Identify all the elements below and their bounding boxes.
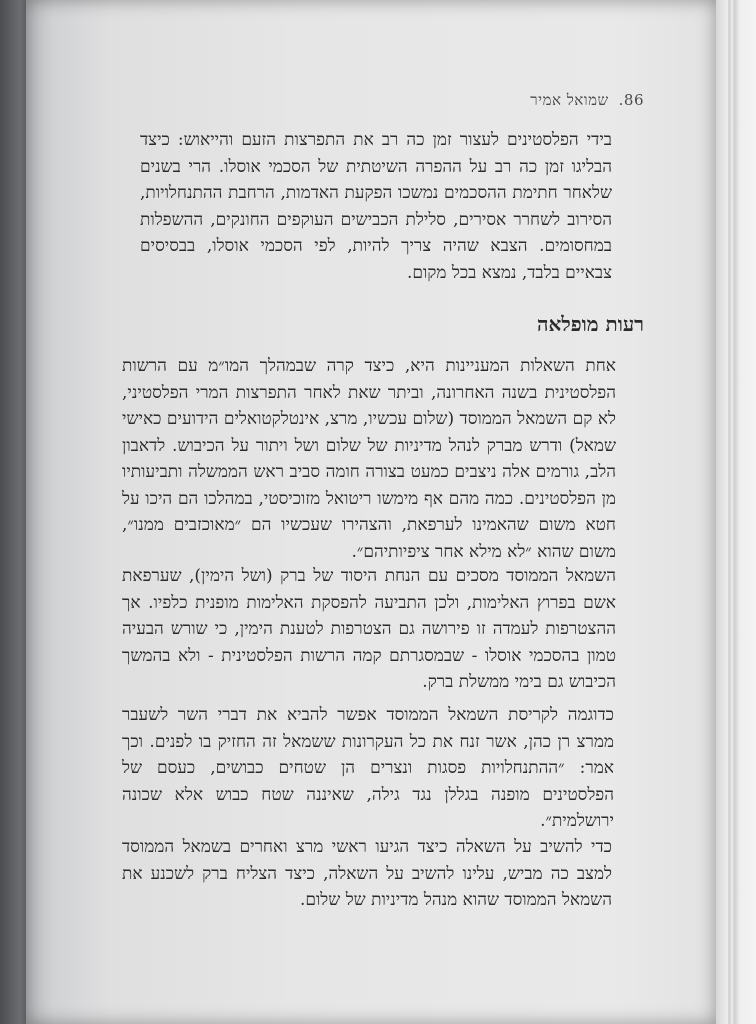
section-heading: רעות מופלאה: [537, 312, 644, 336]
paragraph-4: כדוגמה לקריסת השמאל הממוסד אפשר להביא את דברי השר לשעבר ממרצ רן כהן, אשר זנח את כל העקרונות ששמאל זה החזיק בו לפנים. וכך אמר: ״ההתנחלויות פסגות ונצרים הן שטחים כבושים, כעסם של הפלסטינים מופנה בגללן נגד גילה, שאיננה שטח כבוש אלא שכונה ירושלמית״.: [122, 705, 614, 831]
paragraph-3: השמאל הממוסד מסכים עם הנחת היסוד של ברק (ושל הימין), שערפאת אשם בפרוץ האלימות, ולכן התביעה להפסקת האלימות מופנית כלפיו. אך ההצטרפות לעמדה זו פירושה גם הצטרפות לטענת הימין, כי שורש הבעיה טמון בהסכמי אוסלו - שבמסגרתם קמה הרשות הפלסטינית - ולא בהמשך הכיבוש גם בימי ממשלת ברק.: [122, 566, 616, 692]
page-number: 86.: [618, 91, 644, 109]
running-header: [530, 91, 644, 110]
paragraph-1: בידי הפלסטינים לעצור זמן כה רב את התפרצות הזעם והייאוש: כיצד הבליגו זמן כה רב על ההפרה השיטתית של הסכמי אוסלו. הרי בשנים שלאחר חתימת ההסכמים נמשכו הפקעת האדמות, הרחבת ההתנחלויות, הסירוב לשחרר אסירים, סלילת הכבישים העוקפים החונקים, ההשפלות במחסומים. הצבא שהיה צריך להיות, לפי הסכמי אוסלו, בבסיסים צבאיים בלבד, נמצא בכל מקום.: [140, 130, 612, 283]
paragraph-2: אחת השאלות המעניינות היא, כיצד קרה שבמהלך המו״מ עם הרשות הפלסטינית בשנה האחרונה, וביתר שאת לאחר התפרצות המרי הפלסטיני, לא קם השמאל הממוסד (שלום עכשיו, מרצ, אינטלקטואלים הידועים כאישי שמאל) ודרש מברק לנהל מדיניות של שלום ושל ויתור על הכיבוש. לדאבון הלב, גורמים אלה ניצבים כמעט בצורה חומה סביב ראש הממשלה ותביעותיו מן הפלסטינים. כמה מהם אף מימשו ריטואל מזוכיסטי, במהלכו הם היכו על חטא משום שהאמינו לערפאת, והצהירו שעכשיו הם ״מאוכזבים ממנו״, משום שהוא ״לא מילא אחר ציפיותיהם״.: [122, 356, 617, 562]
running-header-author: שמואל אמיר: [530, 91, 609, 109]
paragraph-5: כדי להשיב על השאלה כיצד הגיעו ראשי מרצ ואחרים בשמאל הממוסד למצב כה מביש, עלינו להשיב על השאלה, כיצד הצליח ברק לשכנע את השמאל הממוסד שהוא מנהל מדיניות של שלום.: [122, 837, 612, 910]
page-edge-stack: [716, 0, 756, 1024]
